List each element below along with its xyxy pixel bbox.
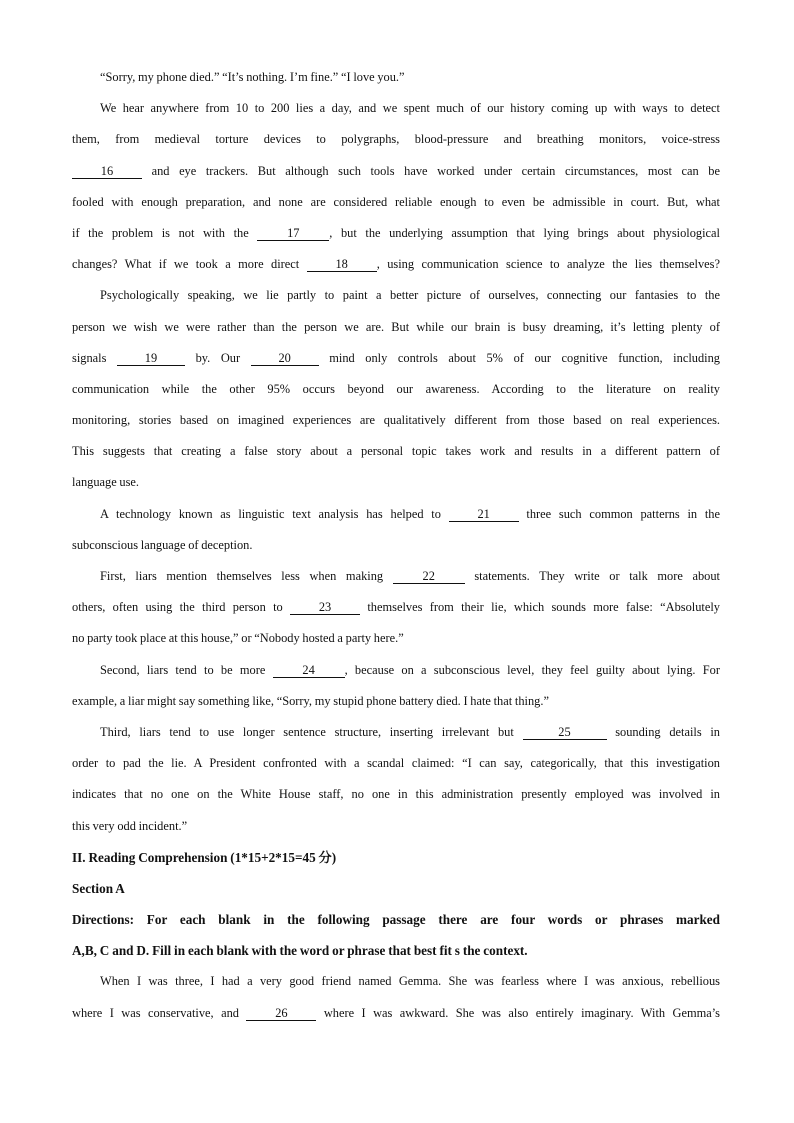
- blank-19[interactable]: 19: [117, 351, 185, 366]
- section-heading-text: II. Reading Comprehension (1*15+2*15=45 分): [72, 849, 337, 865]
- paragraph-text: by. Our: [185, 350, 251, 365]
- text-line: [72, 499, 720, 530]
- paragraph-text: them, from medieval torture devices to polygraphs, blood-pressure and breathing monitors, voice-stress: [72, 132, 720, 147]
- paragraph-text: others, often using the third person to: [72, 600, 291, 615]
- paragraph-text: We hear anywhere from 10 to 200 lies a day, and we spent much of our history coming up with ways to detect: [100, 101, 720, 116]
- paragraph-text: mind only controls about 5% of our cognitive function, including: [318, 350, 720, 365]
- text-line: [72, 623, 720, 654]
- text-line: [72, 124, 720, 155]
- paragraph-text: and eye trackers. But although such tools have worked under certain circumstances, most can be: [142, 163, 720, 178]
- blank-22[interactable]: 22: [393, 569, 465, 584]
- paragraph-text: First, liars mention themselves less when making: [100, 569, 393, 583]
- paragraph-text: , using communication science to analyze the lies themselves?: [376, 257, 720, 272]
- paragraph-text: Second, liars tend to be more: [100, 662, 273, 677]
- paragraph-text: When I was three, I had a very good friend named Gemma. She was fearless where I was anxious, rebellious: [100, 974, 720, 989]
- blank-23[interactable]: 23: [290, 600, 360, 615]
- paragraph-text: , but the underlying assumption that lying brings about physiological: [329, 225, 720, 240]
- blank-24[interactable]: 24: [273, 663, 345, 678]
- paragraph-text: Third, liars tend to use longer sentence structure, inserting irrelevant but: [100, 724, 523, 739]
- text-line: [72, 343, 720, 374]
- directions-line: [72, 935, 720, 966]
- text-line: [72, 686, 720, 717]
- text-line: [72, 655, 720, 686]
- subsection-heading-text: Section A: [72, 880, 125, 896]
- paragraph-text: fooled with enough preparation, and none are considered reliable enough to even be admissible in court. But, what: [72, 194, 720, 209]
- paragraph-text: example, a liar might say something like, “Sorry, my stupid phone battery died. I hate that thing.”: [72, 693, 549, 708]
- text-line: [72, 280, 720, 311]
- paragraph-text: statements. They write or talk more about: [464, 569, 720, 583]
- paragraph-text: , because on a subconscious level, they feel guilty about lying. For: [344, 662, 720, 677]
- text-line: [72, 717, 720, 748]
- paragraph-text: sounding details in: [606, 724, 720, 739]
- blank-26[interactable]: 26: [246, 1006, 316, 1021]
- quote-text: “Sorry, my phone died.” “It’s nothing. I’m fine.” “I love you.”: [100, 70, 405, 84]
- text-line: [72, 436, 720, 467]
- paragraph-text: where I was conservative, and: [72, 1005, 247, 1020]
- blank-20[interactable]: 20: [251, 351, 319, 366]
- text-line: [72, 187, 720, 218]
- paragraph-text: signals: [72, 350, 117, 365]
- text-line: [72, 592, 720, 623]
- text-line: [72, 998, 720, 1029]
- text-line: [72, 405, 720, 436]
- section-heading: [72, 842, 720, 873]
- text-line: [72, 218, 720, 249]
- text-line: [72, 374, 720, 405]
- paragraph-text: monitoring, stories based on imagined experiences are qualitatively different from those based on real experiences.: [72, 413, 720, 428]
- blank-21[interactable]: 21: [449, 507, 519, 522]
- text-line: [72, 467, 720, 498]
- paragraph-text: Psychologically speaking, we lie partly to paint a better picture of ourselves, connecting our fantasies to the: [100, 288, 720, 303]
- blank-25[interactable]: 25: [523, 725, 607, 740]
- text-line: [72, 561, 720, 592]
- blank-17[interactable]: 17: [257, 226, 329, 241]
- text-line: [72, 312, 720, 343]
- paragraph-text: if the problem is not with the: [72, 225, 258, 240]
- blank-16[interactable]: 16: [72, 164, 142, 179]
- paragraph-text: this very odd incident.”: [72, 818, 188, 833]
- subsection-heading: [72, 873, 720, 904]
- text-line: [72, 62, 720, 93]
- paragraph-text: order to pad the lie. A President confronted with a scandal claimed: “I can say, categorically, that this investigation: [72, 756, 720, 771]
- text-line: [72, 530, 720, 561]
- paragraph-text: changes? What if we took a more direct: [72, 257, 307, 272]
- text-line: [72, 249, 720, 280]
- text-line: [72, 811, 720, 842]
- paragraph-text: communication while the other 95% occurs beyond our awareness. According to the literature on reality: [72, 381, 720, 396]
- directions-text: Directions: For each blank in the following passage there are four words or phrases marked: [72, 912, 720, 928]
- paragraph-text: A technology known as linguistic text analysis has helped to: [100, 506, 449, 521]
- paragraph-text: themselves from their lie, which sounds more false: “Absolutely: [360, 600, 720, 615]
- text-line: [72, 748, 720, 779]
- text-line: [72, 93, 720, 124]
- directions-text: A,B, C and D. Fill in each blank with the word or phrase that best fit s the context.: [72, 943, 528, 959]
- text-line: [72, 966, 720, 997]
- blank-18[interactable]: 18: [307, 257, 377, 272]
- paragraph-text: person we wish we were rather than the person we are. But while our brain is busy dreaming, it’s letting plenty of: [72, 319, 720, 334]
- paragraph-text: language use.: [72, 475, 140, 490]
- directions-line: [72, 904, 720, 935]
- paragraph-text: no party took place at this house,” or “Nobody hosted a party here.”: [72, 631, 404, 646]
- document-page: [72, 62, 720, 1029]
- paragraph-text: where I was awkward. She was also entirely imaginary. With Gemma’s: [316, 1005, 720, 1020]
- text-line: [72, 156, 720, 187]
- text-line: [72, 779, 720, 810]
- paragraph-text: three such common patterns in the: [518, 506, 720, 521]
- paragraph-text: This suggests that creating a false story about a personal topic takes work and results in a different pattern of: [72, 444, 720, 459]
- paragraph-text: subconscious language of deception.: [72, 537, 253, 552]
- paragraph-text: indicates that no one on the White House staff, no one in this administration presently employed was involved in: [72, 787, 720, 802]
